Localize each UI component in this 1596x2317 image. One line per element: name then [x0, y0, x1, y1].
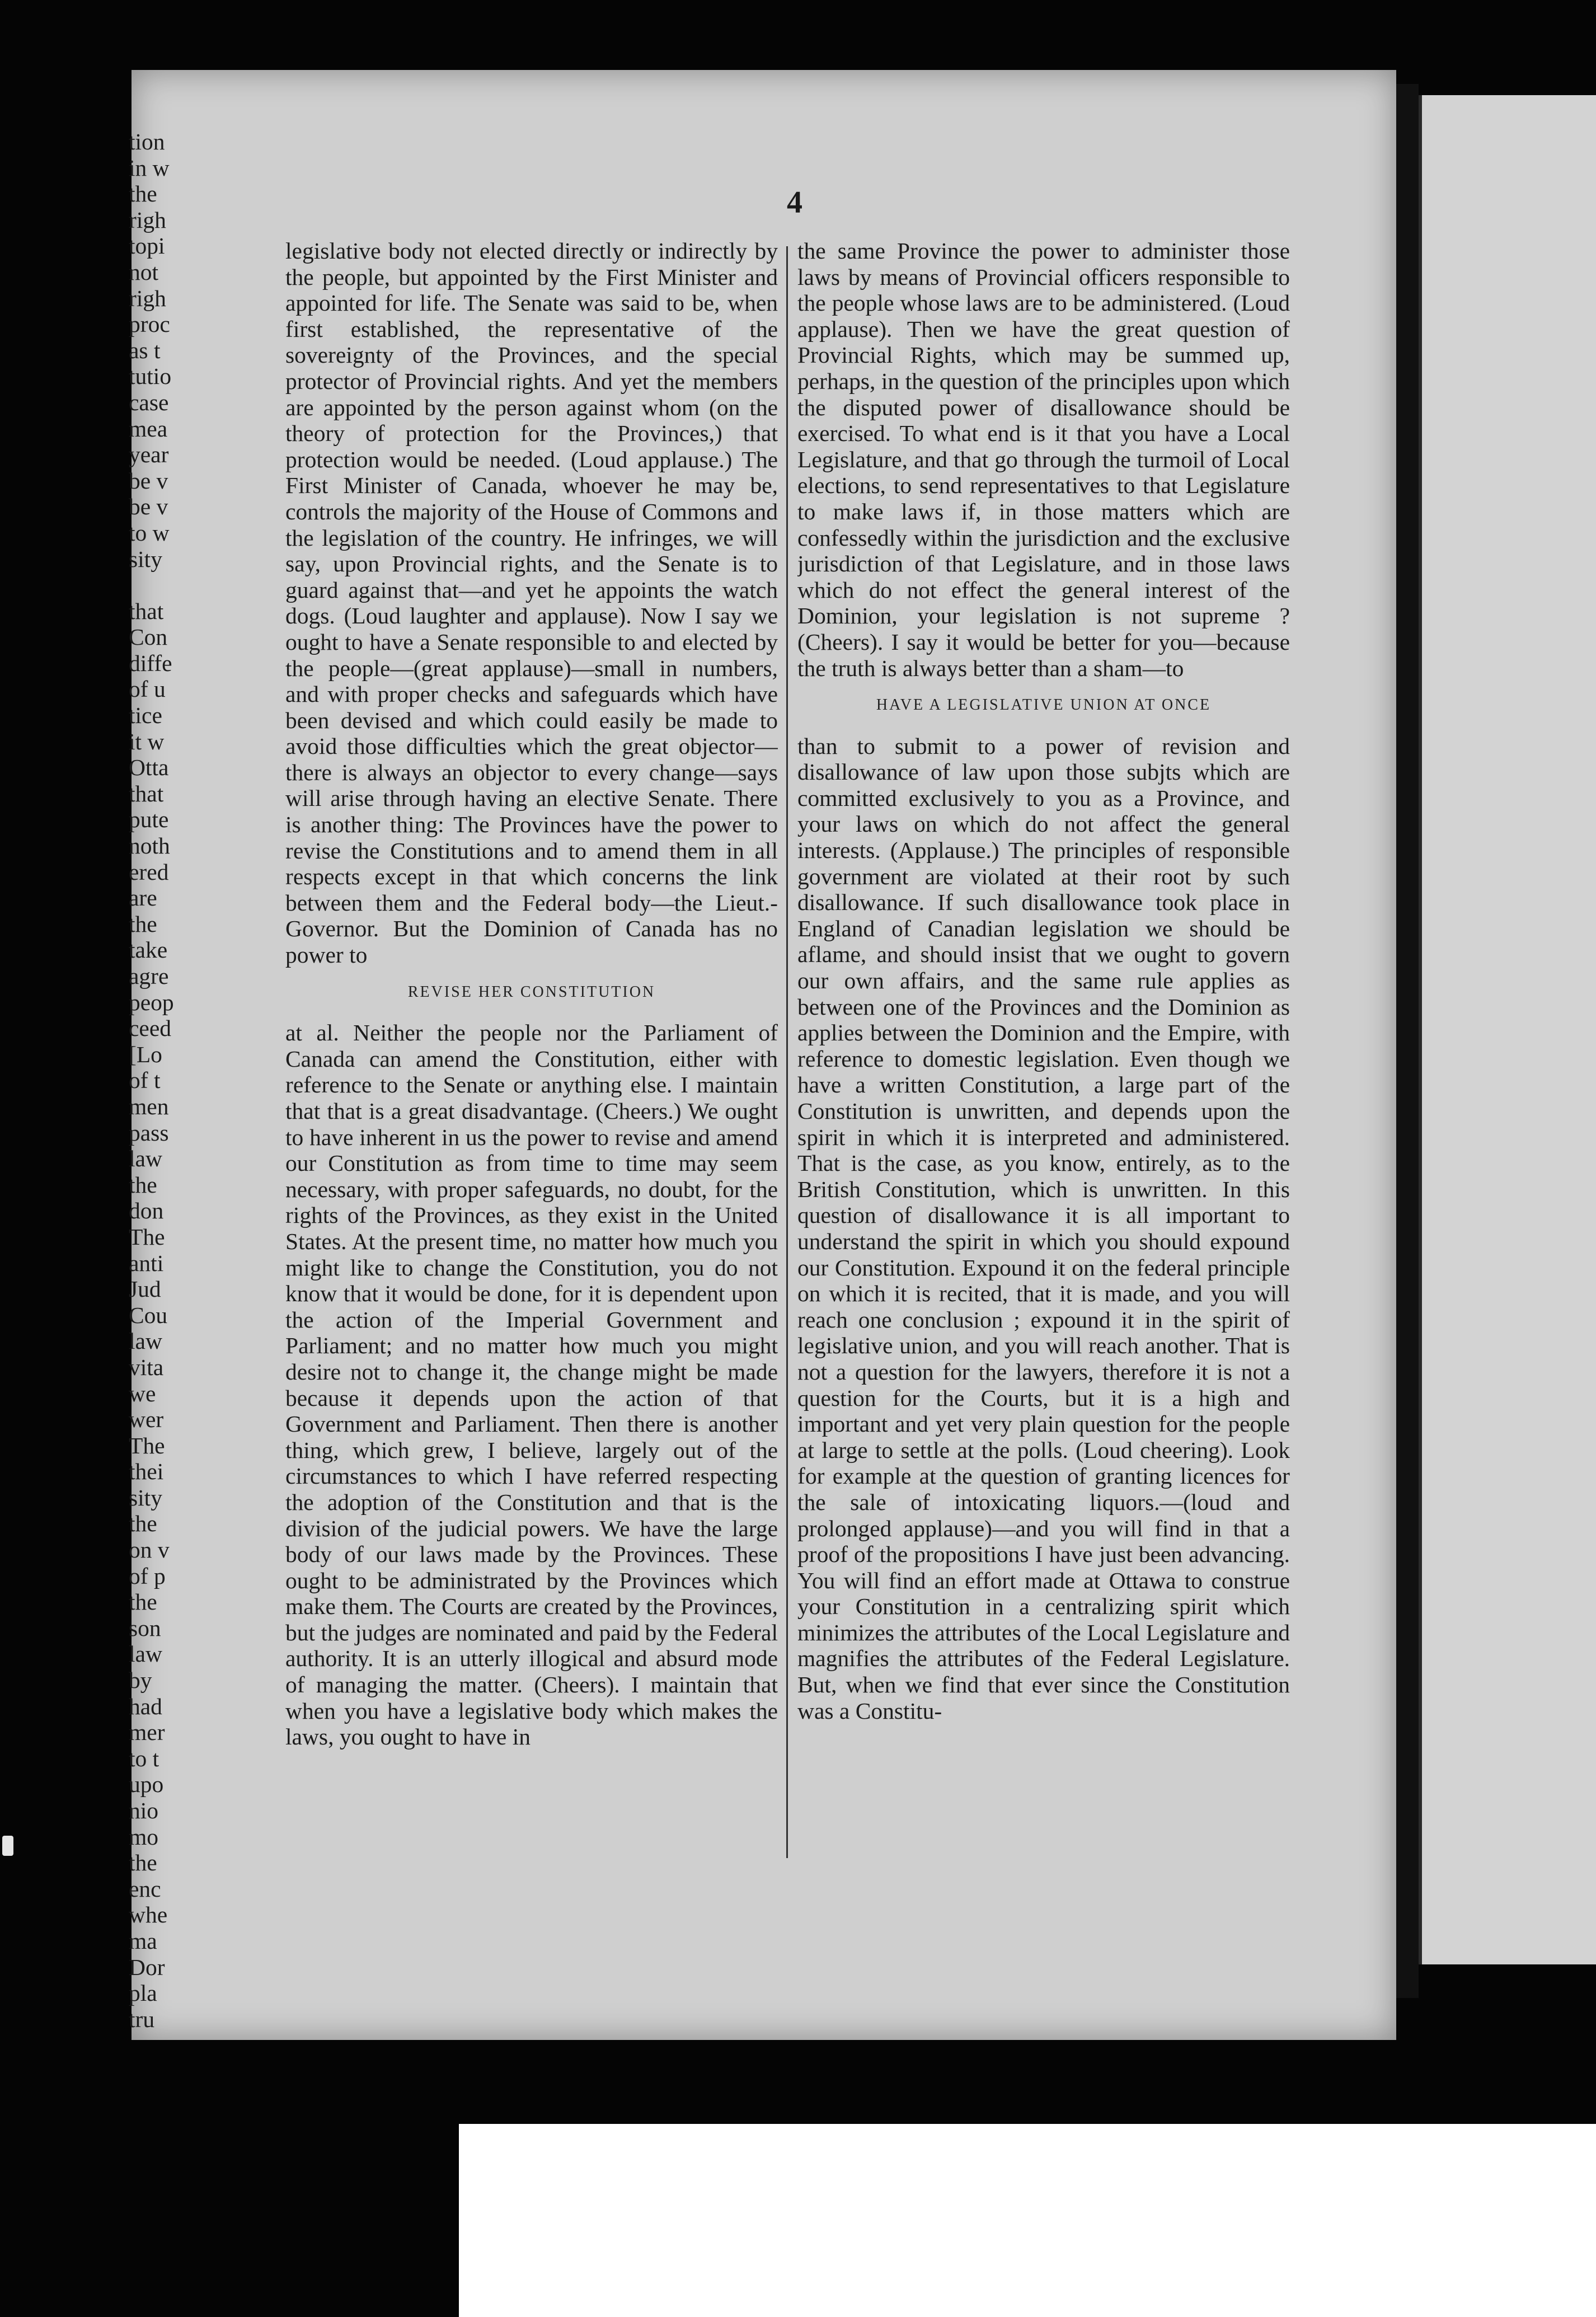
adjacent-page-line: agre: [129, 963, 169, 989]
adjacent-page-line: righ: [129, 207, 166, 233]
adjacent-page-line: law: [129, 1146, 162, 1172]
adjacent-page-line: upo: [129, 1771, 164, 1798]
adjacent-page-line: tion: [129, 129, 165, 154]
adjacent-page-line: The: [129, 1432, 165, 1458]
scan-edge-mark: [2, 1836, 13, 1856]
adjacent-page-line: diffe: [129, 650, 172, 676]
adjacent-page-line: it w: [129, 728, 165, 754]
adjacent-page-line: men: [129, 1093, 169, 1119]
adjacent-page-line: to t: [129, 1745, 159, 1771]
adjacent-page-line: thei: [129, 1458, 164, 1485]
adjacent-page-line: righ: [129, 285, 166, 311]
adjacent-page-line: not: [129, 259, 159, 285]
adjacent-page-line: [129, 572, 196, 598]
adjacent-page-line: mea: [129, 415, 168, 442]
adjacent-page-line: on v: [129, 1537, 170, 1563]
adjacent-page-line: enc: [129, 1875, 161, 1902]
middle-section-heading: HAVE A LEGISLATIVE UNION AT ONCE: [876, 696, 1212, 714]
adjacent-page-line: peop: [129, 989, 174, 1015]
middle-column: [797, 238, 1290, 1894]
adjacent-page-line: nio: [129, 1798, 159, 1823]
adjacent-page-line: noth: [129, 833, 170, 859]
adjacent-page-line: the: [129, 911, 157, 937]
adjacent-page-line: sity: [129, 1484, 162, 1511]
adjacent-page-line: tru: [129, 2006, 155, 2032]
adjacent-page-line: Cou: [129, 1302, 168, 1328]
left-paragraph-1: legislative body not elected directly or indirectly by the people, but appointed by the First Minister and appointed for life. The Senate was said to be, when first established, the representative of the sovereignty of the Provinces, and the special protector of Provincial rights. And yet the members are appointed by the person against whom (on the theory of protection for the Provinces,) that protection would be needed. (Loud applause.) The First Minister of Canada, whoever he may be, controls the majority of the House of Commons and the legislation of the country. He infringes, we will say, upon Provincial rights, and the Senate is to guard against that—and yet he appoints the watch dogs. (Loud laughter and applause). Now I say we ought to have a Senate responsible to and elected by the people—(great applause)—small in numbers, and with proper checks and safeguards which have been devised and which could easily be made to avoid those difficulties which the great objector—there is always an objector to every change—says will arise through having an elective Senate. There is another thing: The Provinces have the power to revise the Constitutions and to amend them in all respects except in that which concerns the link between them and the Federal body—the Lieut.-Governor. But the Dominion of Canada has no power to: [285, 238, 778, 968]
adjacent-page-line: mo: [129, 1823, 159, 1850]
adjacent-page-line: by: [129, 1667, 152, 1694]
adjacent-page-line: law: [129, 1328, 162, 1354]
left-section-heading: REVISE HER CONSTITUTION: [407, 983, 656, 1001]
adjacent-page-line: law: [129, 1641, 162, 1667]
adjacent-page-line: vita: [129, 1354, 164, 1380]
adjacent-page-line: Otta: [129, 754, 169, 781]
adjacent-page-line: we: [129, 1380, 156, 1406]
adjacent-page-line: the: [129, 1511, 157, 1537]
adjacent-page-line: to w: [129, 519, 170, 546]
adjacent-page-line: Con: [129, 624, 168, 650]
adjacent-page-line: tice: [129, 702, 162, 729]
adjacent-page-rule: [1419, 95, 1422, 1964]
adjacent-page-line: be v: [129, 467, 168, 494]
adjacent-page-line: that: [129, 598, 164, 624]
adjacent-page-line: are: [129, 885, 157, 911]
adjacent-page-line: had: [129, 1693, 162, 1719]
adjacent-page-line: as t: [129, 337, 161, 363]
adjacent-page-text: [129, 129, 196, 2032]
adjacent-page-line: be v: [129, 494, 168, 520]
adjacent-page-line: the: [129, 1589, 157, 1615]
adjacent-page-line: take: [129, 937, 168, 963]
adjacent-page-line: the: [129, 1171, 157, 1198]
adjacent-page: [1419, 95, 1596, 1964]
adjacent-page-line: whe: [129, 1902, 168, 1928]
adjacent-page-line: of u: [129, 676, 166, 702]
adjacent-page-line: case: [129, 389, 169, 415]
adjacent-page-line: in w: [129, 154, 170, 181]
scan-blank-area: [459, 2124, 1596, 2317]
adjacent-page-line: of p: [129, 1563, 166, 1589]
adjacent-page-line: sity: [129, 546, 162, 572]
adjacent-page-line: pass: [129, 1119, 169, 1146]
adjacent-page-line: Jud: [129, 1276, 161, 1302]
adjacent-page-line: The: [129, 1223, 165, 1250]
column-divider: [786, 246, 788, 1858]
page-gutter: [1396, 84, 1419, 1998]
adjacent-page-line: the: [129, 181, 157, 207]
middle-paragraph-1: the same Province the power to administer those laws by means of Provincial officers responsible to the people whose laws are to be administered. (Loud applause). Then we have the great question of Provincial Rights, which may be summed up, perhaps, in the question of the principles upon which the disputed power of disallowance should be exercised. To what end is it that you have a Local Legislature, and that go through the turmoil of Local elections, to send representatives to that Legislature to make laws if, in those matters which are confessedly within the jurisdiction and the exclusive jurisdiction of that Legislature, and in those laws which do not effect the general interest of the Dominion, your legislation is not supreme ? (Cheers). I say it would be better for you—because the truth is always better than a sham—to: [797, 238, 1290, 681]
adjacent-page-line: of t: [129, 1067, 161, 1094]
adjacent-page-line: the: [129, 1850, 157, 1876]
adjacent-page-line: anti: [129, 1250, 164, 1276]
adjacent-page-line: [Lo: [129, 1041, 162, 1067]
adjacent-page-line: ered: [129, 859, 169, 885]
middle-paragraph-2: than to submit to a power of revision and disallowance of law upon those subjts which are committed exclusively to you as a Province, and your laws on which do not affect the general interests. (Applause.) The principles of responsible government are violated at their root by such disallowance. If such disallowance took place in England of Canadian legislation we should be aflame, and should insist that we ought to govern our own affairs, and the same rule applies as between one of the Provinces and the Dominion as applies between the Dominion and the Empire, with reference to domestic legislation. Even though we have a written Constitution, a large part of the Constitution is unwritten, and depends upon the spirit in which it is interpreted and administered. That is the case, as you know, entirely, as to the British Constitution, which is unwritten. In this question of disallowance it is all important to understand the spirit in which you should expound our Constitution. Expound it on the federal principle on which it is recited, that it is made, and you will reach one conclusion ; expound it in the spirit of legislative union, and you will reach another. That is not a question for the lawyers, therefore it is not a question for the Courts, but it is a high and important and yet very plain question for the people at large to settle at the polls. (Loud cheering). Look for example at the question of granting licences for the sale of intoxicating liquors.—(loud and prolonged applause)—and you will find in that a proof of the propositions I have just been advancing. You will find an effort made at Ottawa to construe your Constitution in a centralizing spirit which minimizes the attributes of the Local Legislature and magnifies the attributes of the Federal Legislature. But, when we find that ever since the Constitution was a Constitu-: [797, 733, 1290, 1724]
adjacent-page-line: year: [129, 442, 169, 468]
adjacent-page-line: proc: [129, 311, 170, 337]
adjacent-page-line: that: [129, 780, 164, 806]
adjacent-page-line: ceed: [129, 1015, 172, 1042]
adjacent-page-line: wer: [129, 1406, 164, 1433]
adjacent-page-line: topi: [129, 233, 165, 259]
adjacent-page-line: Dor: [129, 1954, 165, 1980]
adjacent-page-line: son: [129, 1615, 161, 1641]
adjacent-page-line: pute: [129, 806, 169, 833]
adjacent-page-line: mer: [129, 1719, 165, 1746]
left-column: [285, 238, 778, 1894]
adjacent-page-line: don: [129, 1198, 164, 1224]
adjacent-page-line: ma: [129, 1927, 157, 1954]
left-paragraph-2: at al. Neither the people nor the Parliament of Canada can amend the Constitution, either with reference to the Senate or anything else. I maintain that that is a great disadvantage. (Cheers.) We ought to have inherent in us the power to revise and amend our Constitution as from time to time may seem necessary, with proper safeguards, no doubt, for the rights of the Provinces, as they exist in the United States. At the present time, no matter how much you might like to change the Constitution, you do not know that it would be done, for it is dependent upon the action of the Imperial Government and Parliament; and no matter how much you might desire not to change it, the change might be made because it depends upon the action of that Government and Parliament. Then there is another thing, which grew, I believe, largely out of the circumstances to which I have referred respecting the adoption of the Constitution and that is the division of the judicial powers. We have the large body of our laws made by the Provinces. These ought to be administrated by the Provinces which make them. The Courts are created by the Provinces, but the judges are nominated and paid by the Federal authority. It is an utterly illogical and absurd mode of managing the matter. (Cheers). I maintain that when you have a legislative body which makes the laws, you ought to have in: [285, 1020, 778, 1750]
page-number: 4: [787, 185, 802, 220]
adjacent-page-line: tutio: [129, 363, 172, 390]
adjacent-page-line: pla: [129, 1980, 157, 2006]
